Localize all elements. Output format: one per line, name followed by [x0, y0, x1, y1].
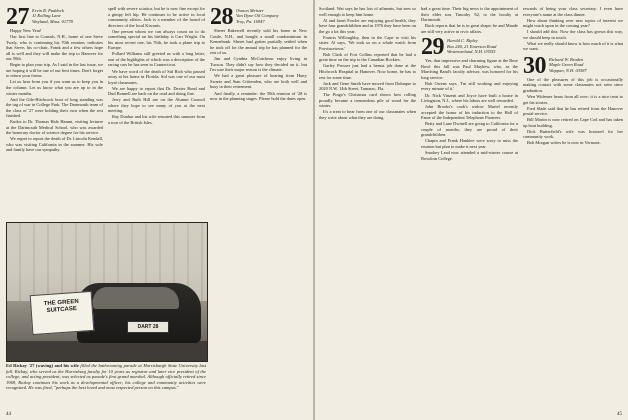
paragraph: had a great time. Their big news is the appointment of their elder son, Timothy '62, to the faculty at Dartmouth.: [421, 6, 518, 23]
paragraph: One of the pleasures of this job is occasionally making contact with some classmates not seen since graduation.: [523, 76, 623, 93]
secretary-name: Ervin R. Paddock: [32, 8, 64, 13]
paragraph: Bill Martin is now retired on Cape Cod and has taken up boat building.: [523, 117, 623, 128]
paragraph: We have word of the death of Sid Rich who passed away at his home in Florida. Sid was one of our most loyal classmates.: [108, 68, 205, 85]
paragraph: Pollard Williams still greeted us with a long letter, one of the highlights of which was a description of the racing cars he has seen in Connecticut.: [108, 51, 205, 68]
paragraph: spell with severe sciatica, but he is now fine except for a gimpy left hip. He continues to be active in local community affairs. Jack is a member of the board of directors of the local Kiwanis.: [108, 6, 205, 28]
address-line: Box 240, 21 Emerson Road: [447, 43, 497, 49]
address-line: Troy, Pa. 16947: [236, 18, 265, 24]
photo-license-plate: DART 28: [127, 321, 169, 333]
paragraph: Ray Dunbar and his wife returned this summer from a tour of the British Isles.: [108, 114, 205, 125]
left-column-2: [108, 6, 205, 216]
address-line: Wappan, N.H. 03587: [549, 67, 587, 73]
photo-parade-sign: THE GREEN SUITCASE: [30, 291, 95, 335]
paragraph: Fred Slade said that he has retired from the Hanover postal service.: [523, 105, 623, 117]
caption-text: filled the bathrooming parade at Harrisburgh State University last fall. Rickay, who served as the Harrisburg faculty for 10 years as registrar and later vice president of the college, and acting president, was selected as parade's first grand marshal. Although officially retired since 1969, Rickay continues his work as a developmental officer; his college and community activities were recognized. He was fired, "perhaps the best loved and most respected person on this campus.": [6, 363, 206, 391]
right-column-1: [319, 6, 416, 411]
photo-car-window: [93, 287, 179, 309]
class-entry-28: [210, 6, 307, 27]
paragraph: Yes, that impressive and charming figure at the Rose Bowl this fall was Paul Mayhew, who, as the Marching Band's faculty advisor, was honored for his long service.: [421, 58, 518, 80]
paragraph: We had a great pleasure of hearing from Harry Swartz and Stan Crittenden, who are both well and busy in their retirement.: [210, 73, 307, 90]
class-number: 28: [210, 6, 233, 27]
page-number-right: 45: [617, 412, 622, 417]
class-entry-27: [6, 6, 103, 27]
caption-lead: Ed Rickay '27 (waving) and his wife: [6, 363, 79, 368]
address-line: 11 Rolling Lane: [32, 13, 61, 19]
paragraph: Our first line to Cornish, N.H., home of one Steve Twaly, who is continuing his 70th reunion, indicates that Steve, his co-chair, Frank and a few others hope all is well and they will make the trip to Hanover for our 50th.: [6, 34, 103, 62]
left-page: [0, 0, 313, 420]
photo-parade-car: [6, 222, 208, 362]
paragraph: John Brooks's cook's widow Muriel recently accepted the honor of his induction to the Hall of Fame of the Independent Telephone Pioneers.: [421, 104, 518, 121]
secretary-name: Harold C. Ripley: [447, 38, 478, 44]
paragraph: I should add this: Now the class has grown this way, we should keep in touch.: [523, 29, 623, 40]
paragraph: Let us hear from you if you want us to keep you in the column. Let us know what you are up to in the winter months.: [6, 79, 103, 96]
paragraph: What we really should know is how much of it is what we want.: [523, 40, 623, 52]
paragraph: How about thinking over new topics of interest we might touch upon in the coming year?: [523, 17, 623, 29]
paragraph: Bob Clark of Fort Collins reported that he had a great time on the trip to the Canadian Rockies.: [319, 51, 416, 63]
paragraph: Garley Prosser just had a hernia job done at the Hitchcock Hospital in Hanover. Now home, he has to rest for some time.: [319, 63, 416, 80]
paragraph: And the Gile-Hitchcock bout of long standing was the tug of war in College Park. The Dartmouth team of the class of '27 were holding their own when the rest finished.: [6, 96, 103, 119]
paragraph: Chapin and Frank Hanklee were sorry to miss the reunion but plan to make it next year.: [421, 138, 518, 149]
paragraph: Buck reports that he is in great shape; he and Maude are still very active in civic affairs.: [421, 23, 518, 34]
left-column-3: [210, 6, 307, 411]
paragraph: Jack and Gene Smith have moved from Dubuque to 2020 N.W. 14th Street, Tamarac, Fla.: [319, 80, 416, 92]
paragraph: Bob Owens says, 'I'm still working and enjoying every minute of it.': [421, 80, 518, 92]
paragraph: Betty and Lane Dwinell are going to California for a couple of months; they are proud of their grandchildren.: [421, 121, 518, 138]
right-column-3: [523, 6, 623, 411]
address-line: Van Dyne Oil Company: [236, 13, 279, 19]
paragraph: Wen Widemer hears from all over; it is a nice treat to get his stories.: [523, 94, 623, 105]
left-column-1: [6, 6, 103, 216]
paragraph: The Pingo's Christmas card shows how rolling proudly became a tremendous pile of wood for the winter.: [319, 92, 416, 109]
secretary-name: Richard W. Bruden: [549, 56, 584, 62]
photo-ground: [7, 341, 207, 361]
page-number-left: 44: [6, 412, 11, 417]
address-line: Maple Green Road: [549, 62, 584, 68]
class-entry-30: [523, 55, 623, 76]
class-entry-29: [421, 36, 518, 57]
paragraph: Kudos to Dr. Thomas Hale Hamm, visiting lecturer at the Dartmouth Medical School, who was awarded the honorary doctor of science degree for his service.: [6, 119, 103, 136]
paragraph: Sheret Bakewell recently sold his home in New Castle, N.H., and bought a small condominium in Kennebunk. Sheret had gotten partially settled when he took off for the annual trip he has planned for the rest of us.: [210, 28, 307, 56]
photo-caption: [6, 363, 206, 391]
right-column-2: [421, 6, 518, 411]
paragraph: Bob Morgan writes he is now in Vermont.: [527, 140, 601, 146]
paragraph: It's a treat to hear from one of our classmates when they write about what they are doing.: [319, 109, 416, 120]
paragraph: Jim and Cynthia McCutcheon enjoy living in Tucson. They didn't say how they decided on it, but I'm sure their major reason is the climate.: [210, 56, 307, 73]
paragraph: Dr. Nick Vinzent and Joyce have built a house in Livingston, N.J., where his labors are well rewarded.: [421, 92, 518, 104]
paragraph: And finally, a reminder: the 50th reunion of '28 is now in the planning stages. Please hold the dates open.: [210, 90, 307, 102]
paragraph: Scotland. Wat says he has lots of ailments, but sees so well enough to keep him home.: [319, 6, 416, 17]
paragraph: One person whom we can always count on to do something special on his birthday is Carr Wright. On his most recent one, his 76th, he took a plane trip to Europe.: [108, 28, 205, 51]
paragraph: rewards of being your class secretary. I even have everyone's name at the class dinner.: [523, 6, 623, 17]
class-number: 27: [6, 6, 29, 27]
secretary-name: Osmon Meister: [236, 8, 264, 13]
paragraph: Smokey Lead now attended a mid-winter course at Bowdoin College.: [421, 149, 518, 161]
paragraph: Happy New Year!: [10, 28, 42, 33]
paragraph: Francis Willoughby, then in the Cape to visit his sister. Al says, 'We took us on a whale watch from Provincetown.': [319, 34, 416, 51]
class-number: 30: [523, 54, 546, 76]
paragraph: Begin to plan your trip. As I said in the last issue, we are hoping it will be one of our best times. Don't forget to return your forms.: [6, 62, 103, 79]
address-line: Westmoreland, N.H. 03555: [447, 49, 496, 55]
paragraph: Dick Butterfield's wife was honored for her community work.: [523, 128, 623, 140]
paragraph: We regret to report the death of Dr. Lincoln Kendall, who was visiting California in the summer. His wife and family have our sympathy.: [6, 136, 103, 153]
paragraph: Jerry and Ruth Hill are on the Alumni Council where they hope to see many of you at the next meeting.: [108, 97, 205, 114]
paragraph: Al and Janet Fowler are enjoying good health, they have four grandchildren and in 1976 they have been on the go a lot this year.: [319, 17, 416, 34]
address-line: Wayland, Mass. 01778: [32, 18, 73, 24]
class-number: 29: [421, 36, 444, 58]
paragraph: We are happy to report that Dr. Dexter Bond and Dud Bonnell are back on the road and doing fine.: [108, 85, 205, 97]
right-page: [315, 0, 628, 420]
